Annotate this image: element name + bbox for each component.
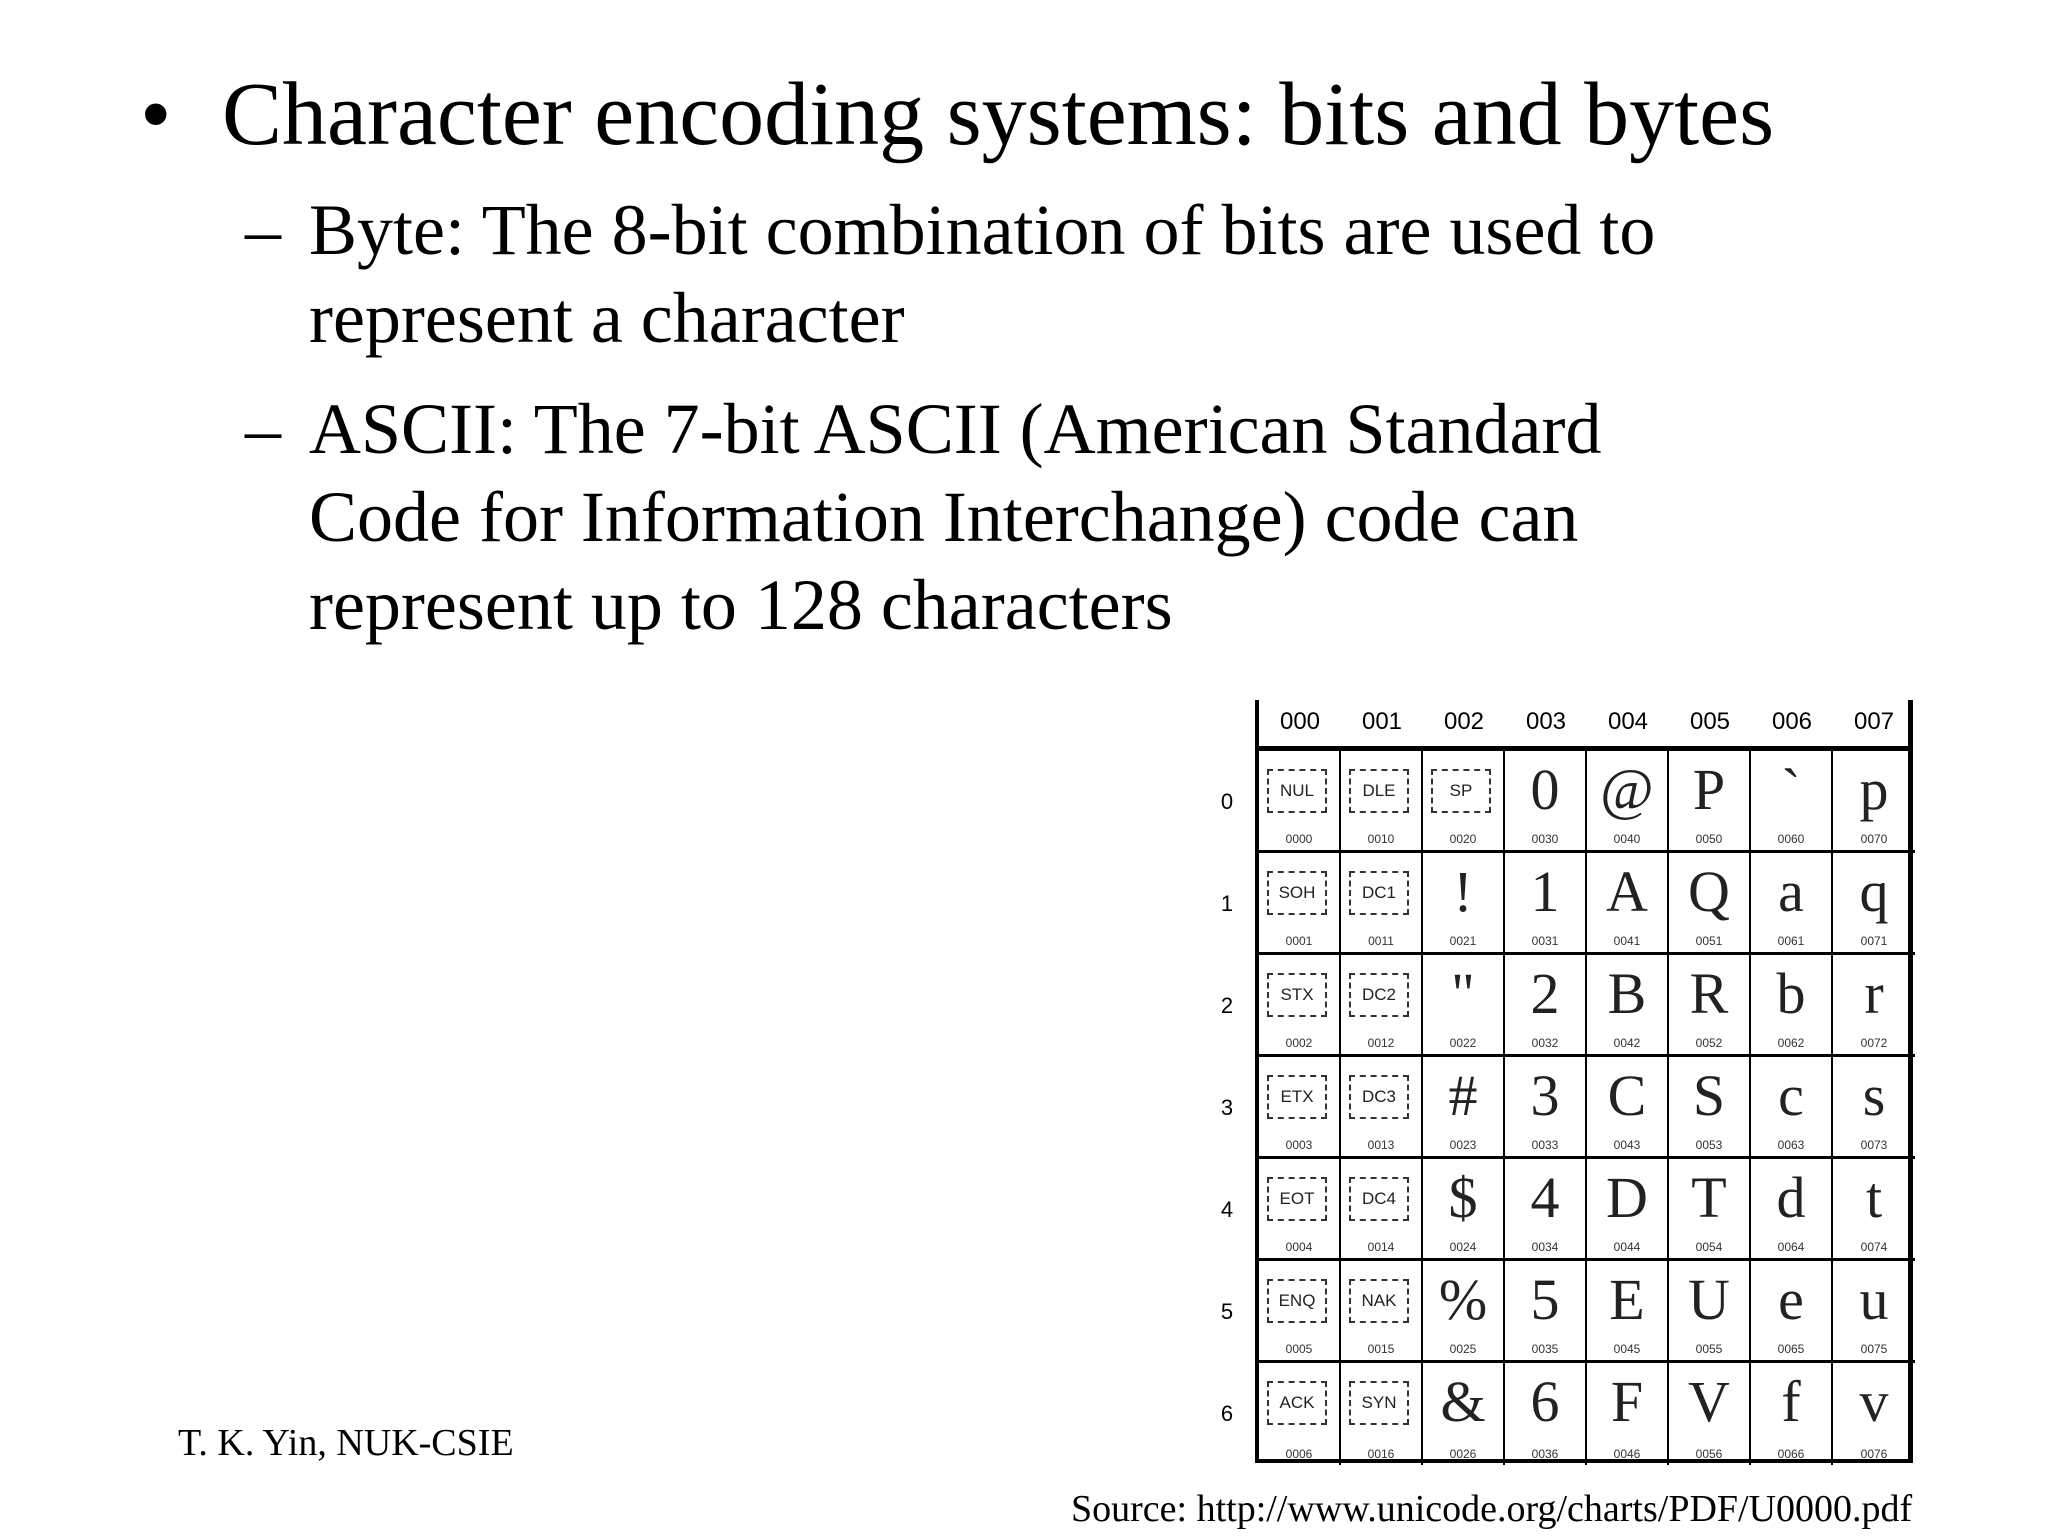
char-code: 0032 — [1531, 1036, 1559, 1050]
control-char-label: DC4 — [1349, 1177, 1409, 1221]
bullet-icon: • — [140, 65, 172, 164]
char-glyph: P — [1692, 757, 1726, 822]
char-glyph: E — [1609, 1267, 1645, 1332]
char-code: 0002 — [1285, 1036, 1313, 1050]
char-glyph: d — [1776, 1165, 1806, 1230]
table-cell — [1341, 955, 1423, 1057]
char-code: 0013 — [1367, 1138, 1395, 1152]
control-char-label: NAK — [1349, 1279, 1409, 1323]
table-cell — [1341, 1261, 1423, 1363]
char-code: 0006 — [1285, 1447, 1313, 1461]
dash-icon: – — [245, 389, 281, 469]
char-code: 0042 — [1613, 1036, 1641, 1050]
table-cell — [1341, 1363, 1423, 1465]
table-cell — [1751, 1057, 1833, 1159]
char-code: 0041 — [1613, 934, 1641, 948]
table-cell — [1669, 955, 1751, 1057]
table-cell — [1259, 1363, 1341, 1465]
column-header: 000 — [1279, 708, 1321, 735]
char-glyph: 6 — [1530, 1369, 1560, 1434]
char-code: 0065 — [1777, 1342, 1805, 1356]
char-code: 0021 — [1449, 934, 1477, 948]
sub-point-line: ASCII: The 7-bit ASCII (American Standard — [309, 389, 1602, 469]
char-code: 0030 — [1531, 832, 1559, 846]
table-cell — [1669, 1057, 1751, 1159]
source-citation: Source: http://www.unicode.org/charts/PDF/U0000.pdf — [1071, 1488, 1913, 1530]
column-header: 006 — [1771, 708, 1813, 735]
char-glyph: # — [1448, 1063, 1478, 1128]
char-code: 0051 — [1695, 934, 1723, 948]
table-cell — [1423, 751, 1505, 853]
table-cell — [1833, 1363, 1915, 1465]
table-cell — [1587, 1159, 1669, 1261]
char-glyph: $ — [1448, 1165, 1478, 1230]
row-header: 2 — [1220, 993, 1234, 1018]
char-code: 0026 — [1449, 1447, 1477, 1461]
table-cell — [1259, 955, 1341, 1057]
char-glyph: ` — [1781, 757, 1801, 822]
row-header: 1 — [1220, 891, 1234, 916]
table-cell — [1751, 955, 1833, 1057]
ascii-table — [1215, 700, 1915, 1465]
char-code: 0062 — [1777, 1036, 1805, 1050]
char-code: 0003 — [1285, 1138, 1313, 1152]
table-cell — [1423, 955, 1505, 1057]
char-glyph: t — [1865, 1165, 1883, 1230]
char-code: 0074 — [1860, 1240, 1888, 1254]
control-char-label: DC3 — [1349, 1075, 1409, 1119]
char-code: 0024 — [1449, 1240, 1477, 1254]
sub-point-line: Code for Information Interchange) code can — [309, 477, 1579, 557]
sub-point-line: Byte: The 8-bit combination of bits are used to — [309, 190, 1656, 270]
char-code: 0010 — [1367, 832, 1395, 846]
char-code: 0063 — [1777, 1138, 1805, 1152]
char-code: 0004 — [1285, 1240, 1313, 1254]
char-glyph: 0 — [1530, 757, 1560, 822]
char-glyph: b — [1776, 961, 1806, 1026]
char-glyph: u — [1859, 1267, 1889, 1332]
char-glyph: 2 — [1530, 961, 1560, 1026]
control-char-label: EOT — [1267, 1177, 1327, 1221]
table-cell — [1833, 853, 1915, 955]
char-code: 0000 — [1285, 832, 1313, 846]
char-code: 0043 — [1613, 1138, 1641, 1152]
table-cell — [1669, 1363, 1751, 1465]
char-code: 0064 — [1777, 1240, 1805, 1254]
table-cell — [1341, 853, 1423, 955]
table-cell — [1341, 1057, 1423, 1159]
char-glyph: C — [1607, 1063, 1647, 1128]
char-code: 0071 — [1860, 934, 1888, 948]
table-cell — [1259, 853, 1341, 955]
row-header: 0 — [1220, 789, 1234, 814]
char-code: 0055 — [1695, 1342, 1723, 1356]
control-char-label: STX — [1267, 973, 1327, 1017]
char-code: 0075 — [1860, 1342, 1888, 1356]
control-char-label: DLE — [1349, 769, 1409, 813]
dash-icon: – — [245, 190, 281, 270]
char-code: 0044 — [1613, 1240, 1641, 1254]
table-cell — [1587, 853, 1669, 955]
table-cell — [1751, 1261, 1833, 1363]
char-glyph: F — [1610, 1369, 1644, 1434]
char-glyph: T — [1691, 1165, 1727, 1230]
char-code: 0053 — [1695, 1138, 1723, 1152]
table-cell — [1669, 853, 1751, 955]
char-code: 0011 — [1368, 934, 1394, 948]
column-header: 007 — [1853, 708, 1895, 735]
column-header: 002 — [1443, 708, 1485, 735]
table-cell — [1833, 1057, 1915, 1159]
char-code: 0035 — [1531, 1342, 1559, 1356]
table-cell — [1587, 751, 1669, 853]
char-code: 0031 — [1531, 934, 1559, 948]
author-footer: T. K. Yin, NUK-CSIE — [178, 1422, 514, 1464]
control-char-label: DC1 — [1349, 871, 1409, 915]
char-code: 0050 — [1695, 832, 1723, 846]
table-cell — [1423, 1363, 1505, 1465]
char-code: 0005 — [1285, 1342, 1313, 1356]
table-cell — [1587, 1261, 1669, 1363]
char-glyph: 3 — [1530, 1063, 1560, 1128]
control-char-label: DC2 — [1349, 973, 1409, 1017]
table-cell — [1259, 751, 1341, 853]
table-cell — [1587, 1057, 1669, 1159]
char-code: 0076 — [1860, 1447, 1888, 1461]
control-char-label: ENQ — [1267, 1279, 1327, 1323]
char-glyph: v — [1859, 1369, 1889, 1434]
column-header: 005 — [1689, 708, 1731, 735]
row-header: 4 — [1220, 1197, 1234, 1222]
char-code: 0040 — [1613, 832, 1641, 846]
table-cell — [1833, 1261, 1915, 1363]
table-cell — [1423, 853, 1505, 955]
char-glyph: f — [1781, 1369, 1801, 1434]
char-code: 0046 — [1613, 1447, 1641, 1461]
char-glyph: a — [1778, 859, 1804, 924]
char-glyph: 4 — [1530, 1165, 1560, 1230]
table-cell — [1505, 853, 1587, 955]
char-glyph: V — [1688, 1369, 1730, 1434]
column-header: 004 — [1607, 708, 1649, 735]
table-cell — [1259, 1261, 1341, 1363]
char-glyph: U — [1688, 1267, 1730, 1332]
char-glyph: 5 — [1530, 1267, 1560, 1332]
char-code: 0001 — [1285, 934, 1313, 948]
char-code: 0052 — [1695, 1036, 1723, 1050]
char-code: 0045 — [1613, 1342, 1641, 1356]
char-code: 0020 — [1449, 832, 1477, 846]
char-glyph: 1 — [1530, 859, 1560, 924]
table-cell — [1341, 751, 1423, 853]
char-glyph: D — [1606, 1165, 1648, 1230]
table-cell — [1669, 1261, 1751, 1363]
table-cell — [1587, 1363, 1669, 1465]
char-glyph: c — [1778, 1063, 1804, 1128]
char-glyph: q — [1859, 859, 1889, 924]
char-glyph: % — [1438, 1267, 1488, 1332]
row-header: 3 — [1220, 1095, 1234, 1120]
control-char-label: SOH — [1267, 871, 1327, 915]
char-code: 0066 — [1777, 1447, 1805, 1461]
table-cell — [1259, 1057, 1341, 1159]
control-char-label: ACK — [1267, 1381, 1327, 1425]
char-glyph: ! — [1453, 859, 1473, 924]
control-char-label: ETX — [1267, 1075, 1327, 1119]
table-cell — [1505, 955, 1587, 1057]
row-header: 6 — [1220, 1401, 1234, 1426]
char-code: 0023 — [1449, 1138, 1477, 1152]
row-header: 5 — [1220, 1299, 1234, 1324]
char-glyph: @ — [1600, 757, 1654, 822]
table-cell — [1751, 751, 1833, 853]
control-char-label: NUL — [1267, 769, 1327, 813]
table-cell — [1751, 853, 1833, 955]
table-cell — [1423, 1261, 1505, 1363]
char-code: 0072 — [1860, 1036, 1888, 1050]
table-cell — [1833, 751, 1915, 853]
char-code: 0036 — [1531, 1447, 1559, 1461]
table-cell — [1833, 1159, 1915, 1261]
table-cell — [1505, 1057, 1587, 1159]
char-glyph: B — [1607, 961, 1647, 1026]
char-glyph: r — [1864, 961, 1884, 1026]
control-char-label: SP — [1431, 769, 1491, 813]
char-glyph: A — [1606, 859, 1648, 924]
char-code: 0060 — [1777, 832, 1805, 846]
char-code: 0016 — [1367, 1447, 1395, 1461]
char-code: 0033 — [1531, 1138, 1559, 1152]
table-cell — [1669, 751, 1751, 853]
char-code: 0073 — [1860, 1138, 1888, 1152]
table-cell — [1505, 1363, 1587, 1465]
char-code: 0014 — [1367, 1240, 1395, 1254]
char-glyph: p — [1859, 757, 1889, 822]
table-cell — [1669, 1159, 1751, 1261]
char-code: 0054 — [1695, 1240, 1723, 1254]
table-cell — [1833, 955, 1915, 1057]
table-cell — [1751, 1363, 1833, 1465]
sub-point-line: represent up to 128 characters — [309, 565, 1173, 645]
char-code: 0034 — [1531, 1240, 1559, 1254]
char-code: 0061 — [1777, 934, 1805, 948]
slide-title — [140, 62, 1774, 168]
char-code: 0070 — [1860, 832, 1888, 846]
table-cell — [1259, 1159, 1341, 1261]
column-header: 001 — [1361, 708, 1403, 735]
char-glyph: " — [1451, 961, 1475, 1026]
char-code: 0012 — [1367, 1036, 1395, 1050]
char-glyph: R — [1689, 961, 1729, 1026]
char-glyph: S — [1692, 1063, 1726, 1128]
char-glyph: & — [1440, 1369, 1486, 1434]
char-code: 0056 — [1695, 1447, 1723, 1461]
char-code: 0015 — [1367, 1342, 1395, 1356]
char-glyph: e — [1778, 1267, 1804, 1332]
char-code: 0022 — [1449, 1036, 1477, 1050]
control-char-label: SYN — [1349, 1381, 1409, 1425]
table-cell — [1587, 955, 1669, 1057]
table-cell — [1423, 1057, 1505, 1159]
char-glyph: Q — [1688, 859, 1730, 924]
slide-title-text: Character encoding systems: bits and bytes — [222, 65, 1775, 164]
table-cell — [1341, 1159, 1423, 1261]
column-header: 003 — [1525, 708, 1567, 735]
table-cell — [1505, 1261, 1587, 1363]
table-cell — [1505, 751, 1587, 853]
table-cell — [1423, 1159, 1505, 1261]
char-glyph: s — [1862, 1063, 1886, 1128]
table-cell — [1751, 1159, 1833, 1261]
char-code: 0025 — [1449, 1342, 1477, 1356]
table-cell — [1505, 1159, 1587, 1261]
sub-point-line: represent a character — [309, 278, 905, 358]
